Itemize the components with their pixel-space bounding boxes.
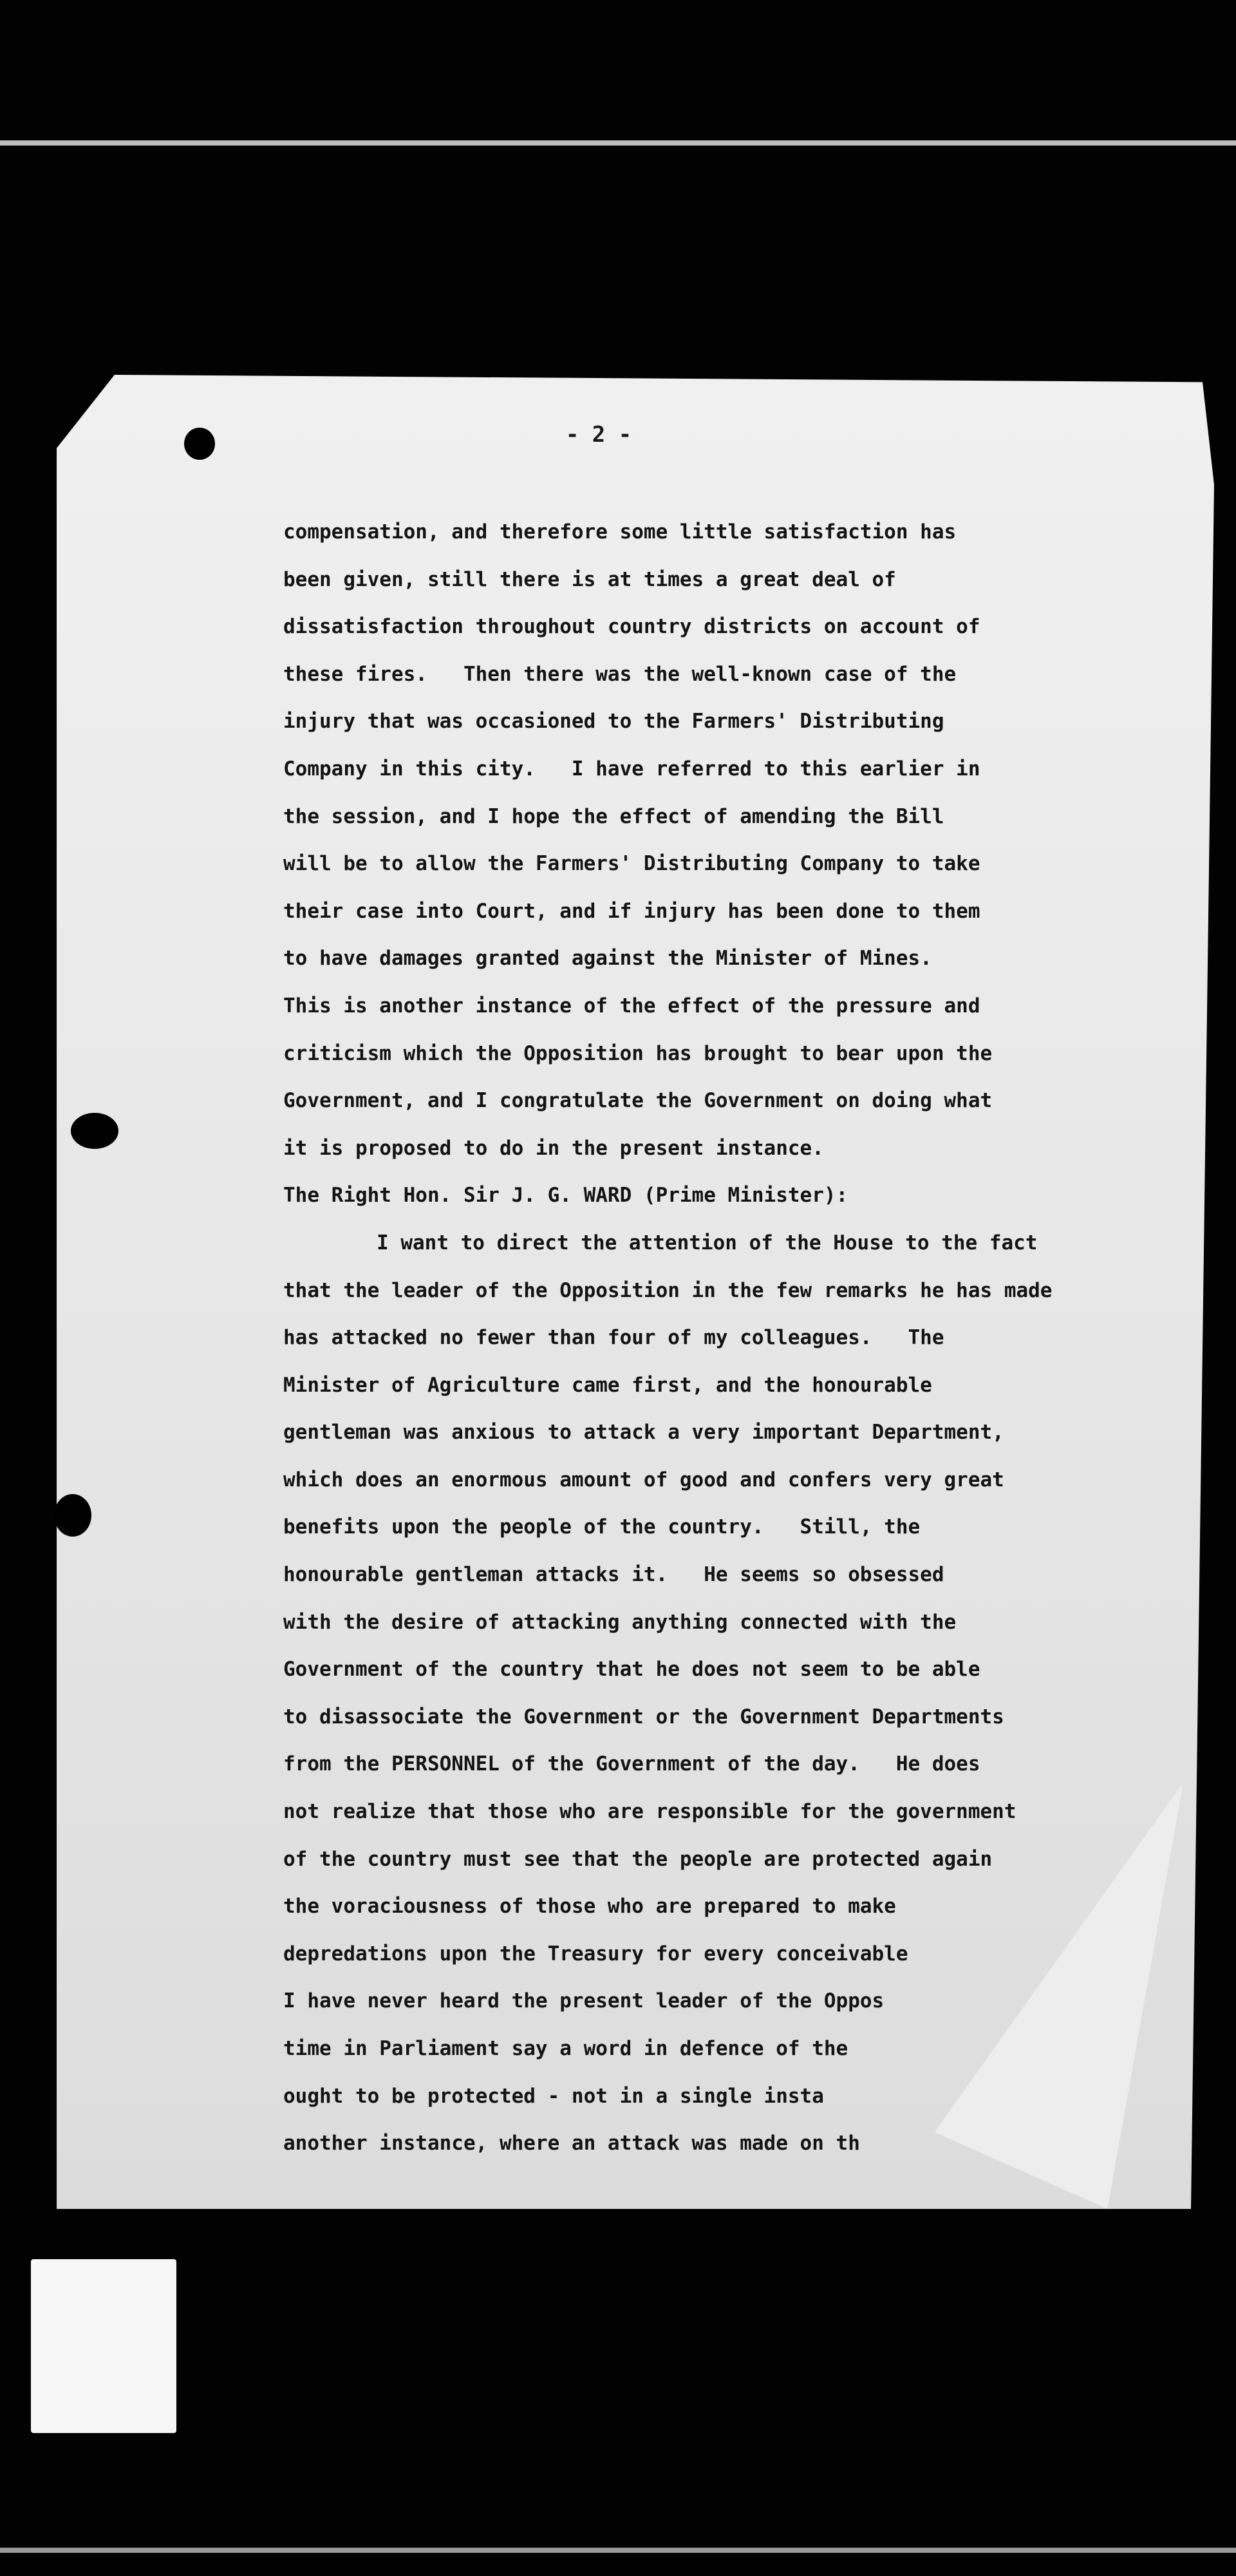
text-line: has attacked no fewer than four of my colleagues. The [283, 1326, 944, 1350]
text-line: these fires. Then there was the well-known case of the [283, 662, 957, 686]
text-line: benefits upon the people of the country. Still, the [283, 1515, 921, 1539]
text-line: with the desire of attacking anything connected with the [283, 1610, 957, 1634]
text-line: depredations upon the Treasury for every conceivable [283, 1942, 908, 1965]
text-line: I have never heard the present leader of the Oppos [283, 1989, 885, 2013]
text-line: dissatisfaction throughout country districts on account of [283, 615, 980, 639]
punch-hole-middle [71, 1113, 118, 1149]
text-line: injury that was occasioned to the Farmers' Distributing [283, 710, 944, 734]
text-line: to have damages granted against the Minister of Mines. [283, 947, 932, 971]
text-line: their case into Court, and if injury has been done to them [283, 899, 980, 923]
text-line: of the country must see that the people are protected again [283, 1847, 993, 1871]
text-line: will be to allow the Farmers' Distributing Company to take [283, 852, 980, 876]
speaker-heading: The Right Hon. Sir J. G. WARD (Prime Minister): [283, 1184, 848, 1208]
text-line: the voraciousness of those who are prepared to make [283, 1895, 896, 1918]
punch-hole-lower [54, 1494, 91, 1537]
text-line: not realize that those who are responsible for the government [283, 1800, 1016, 1824]
text-line: been given, still there is at times a great deal of [283, 567, 896, 591]
text-line: another instance, where an attack was made on th [283, 2132, 860, 2155]
text-line: This is another instance of the effect of the pressure and [283, 994, 980, 1018]
text-line: Company in this city. I have referred to this earlier in [283, 757, 980, 781]
white-index-tab [31, 2259, 176, 2433]
page-number: - 2 - [565, 422, 632, 448]
text-line: time in Parliament say a word in defence of the [283, 2037, 848, 2060]
text-line: criticism which the Opposition has brought to bear upon the [283, 1041, 993, 1065]
text-line: which does an enormous amount of good and confers very great [283, 1468, 1004, 1492]
text-line: compensation, and therefore some little satisfaction has [283, 520, 957, 544]
text-line: gentleman was anxious to attack a very important Department, [283, 1421, 1004, 1444]
text-line: the session, and I hope the effect of amending the Bill [283, 804, 944, 828]
punch-hole-top [184, 428, 215, 460]
top-film-edge [0, 140, 1236, 146]
text-line: Government of the country that he does not seem to be able [283, 1658, 980, 1681]
text-line: that the leader of the Opposition in the few remarks he has made [283, 1278, 1053, 1302]
text-line: I want to direct the attention of the House to the fact [377, 1231, 1038, 1255]
text-line: from the PERSONNEL of the Government of the day. He does [283, 1752, 980, 1776]
bottom-film-edge [0, 2548, 1236, 2553]
text-line: to disassociate the Government or the Government Departments [283, 1705, 1004, 1728]
typed-text-body [283, 509, 1197, 2168]
text-line: it is proposed to do in the present instance. [283, 1136, 824, 1160]
text-line: Government, and I congratulate the Government on doing what [283, 1089, 993, 1113]
text-line: honourable gentleman attacks it. He seems so obsessed [283, 1563, 944, 1587]
text-line: ought to be protected - not in a single insta [283, 2084, 824, 2108]
text-line: Minister of Agriculture came first, and the honourable [283, 1373, 932, 1397]
